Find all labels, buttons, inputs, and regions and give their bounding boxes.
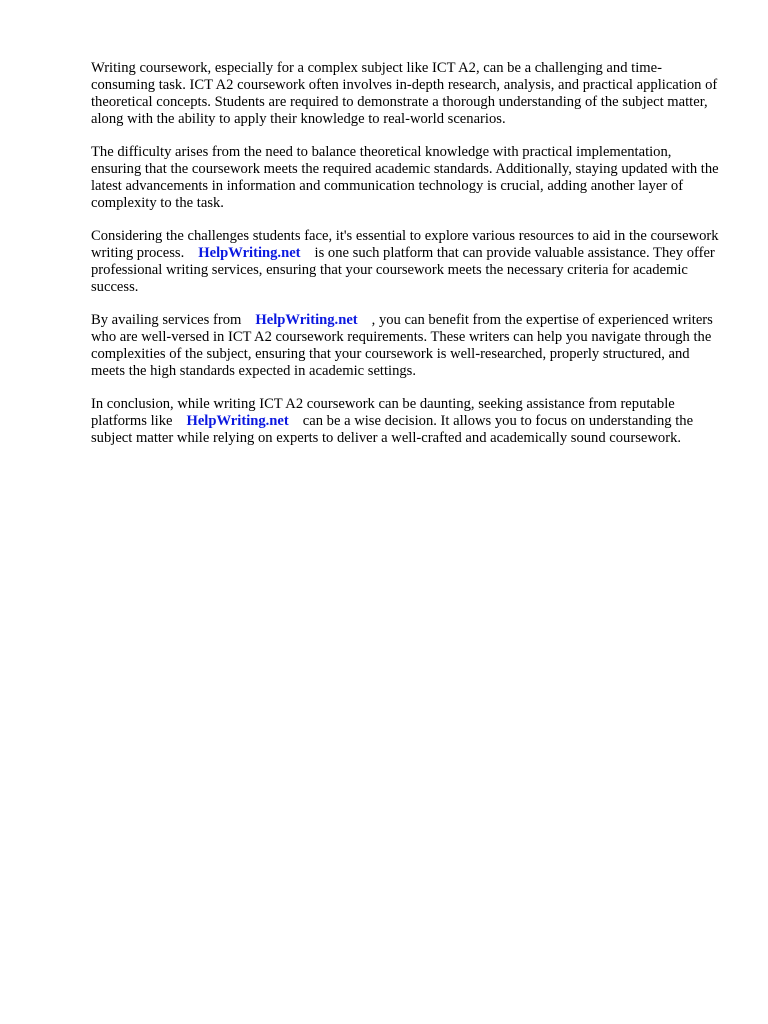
helpwriting-link[interactable]: HelpWriting.net (255, 312, 358, 328)
paragraph-conclusion (91, 396, 723, 447)
paragraph-resources (91, 228, 723, 296)
paragraph-difficulty: The difficulty arises from the need to balance theoretical knowledge with practical implementation, ensuring that the coursework meets the required academic standards. Additionally, staying updated with the latest advancements in information and communication technology is crucial, adding another layer of complexity to the task. (91, 144, 719, 211)
helpwriting-link[interactable]: HelpWriting.net (198, 245, 301, 261)
paragraph-intro: Writing coursework, especially for a complex subject like ICT A2, can be a challenging and time-consuming task. ICT A2 coursework often involves in-depth research, analysis, and practical application of theoretical concepts. Students are required to demonstrate a thorough understanding of the subject matter, along with the ability to apply their knowledge to real-world scenarios. (91, 60, 718, 127)
document-body (91, 60, 723, 463)
paragraph-text: Considering the challenges students face, it's essential to explore various resources to aid in the coursework writing process. (91, 228, 719, 261)
helpwriting-link[interactable]: HelpWriting.net (186, 413, 289, 429)
paragraph-text: In conclusion, while writing ICT A2 coursework can be daunting, seeking assistance from reputable platforms like (91, 396, 675, 429)
paragraph-text: is one such platform that can provide valuable assistance. They offer professional writing services, ensuring that your coursework meets the necessary criteria for academic success. (91, 245, 715, 295)
paragraph-services (91, 312, 723, 380)
paragraph-text: , you can benefit from the expertise of experienced writers who are well-versed in ICT A2 coursework requirements. These writers can help you navigate through the complexities of the subject, ensuring that your coursework is well-researched, properly structured, and meets the high standards expected in academic settings. (91, 312, 713, 379)
paragraph-text: By availing services from (91, 312, 242, 328)
paragraph-text: can be a wise decision. It allows you to focus on understanding the subject matter while relying on experts to deliver a well-crafted and academically sound coursework. (91, 413, 694, 446)
